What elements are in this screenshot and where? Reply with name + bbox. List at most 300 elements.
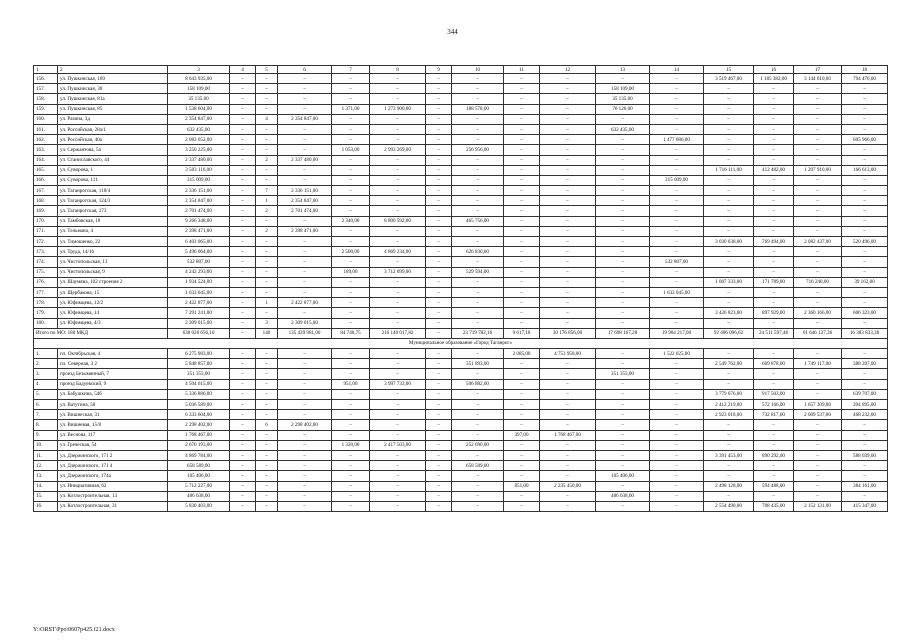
table-cell: – xyxy=(230,440,256,450)
table-cell: 3 997 733,00 xyxy=(370,379,426,389)
table-cell: – xyxy=(426,267,452,277)
table-cell: 394 895,00 xyxy=(842,400,888,410)
table-cell: 605 966,00 xyxy=(842,135,888,145)
table-cell: – xyxy=(426,308,452,318)
table-row xyxy=(34,165,888,175)
table-cell: – xyxy=(504,104,540,114)
table-cell: – xyxy=(794,298,842,308)
table-cell: – xyxy=(504,135,540,145)
table-cell: – xyxy=(650,379,704,389)
table-cell: – xyxy=(230,389,256,399)
table-cell: – xyxy=(540,287,596,297)
table-cell: – xyxy=(230,491,256,501)
table-row xyxy=(34,471,888,481)
table-cell: – xyxy=(540,124,596,134)
table-cell: ул. Таганрогская, 173 xyxy=(58,206,168,216)
table-cell: ул. Чистопольская, 13 xyxy=(58,257,168,267)
table-cell: 658 589,00 xyxy=(168,461,230,471)
table-cell: – xyxy=(256,84,278,94)
table-cell: 1 273 900,00 xyxy=(370,104,426,114)
table-cell: – xyxy=(504,461,540,471)
table-cell: – xyxy=(650,308,704,318)
table-cell: – xyxy=(596,226,650,236)
table-cell: 16. xyxy=(34,501,58,511)
table-cell: – xyxy=(596,196,650,206)
table-row xyxy=(34,186,888,196)
table-cell: – xyxy=(278,369,332,379)
table-cell: 3 519 467,00 xyxy=(704,74,754,84)
table-cell: – xyxy=(332,420,370,430)
table-cell: 529 594,00 xyxy=(452,267,504,277)
table-cell: – xyxy=(596,277,650,287)
table-cell: – xyxy=(278,440,332,450)
table-cell: – xyxy=(596,114,650,124)
table-cell: 3 503 116,00 xyxy=(168,165,230,175)
table-row xyxy=(34,501,888,511)
table-cell: – xyxy=(704,175,754,185)
table-cell: – xyxy=(842,114,888,124)
table-cell: – xyxy=(704,267,754,277)
table-cell: – xyxy=(704,349,754,359)
table-cell: 172. xyxy=(34,237,58,247)
table-cell: – xyxy=(426,430,452,440)
table-cell: – xyxy=(370,94,426,104)
table-cell: – xyxy=(426,298,452,308)
table-cell: 17 698 167,28 xyxy=(596,328,650,338)
table-cell: – xyxy=(504,277,540,287)
table-cell: – xyxy=(842,196,888,206)
table-cell: 13 xyxy=(596,66,650,74)
table-cell: – xyxy=(504,114,540,124)
table-cell: – xyxy=(650,216,704,226)
table-cell: – xyxy=(704,491,754,501)
table-cell: – xyxy=(540,145,596,155)
table-cell: – xyxy=(540,308,596,318)
table-cell: 3 779 676,00 xyxy=(704,389,754,399)
table-cell: – xyxy=(278,471,332,481)
table-cell: – xyxy=(332,389,370,399)
table-cell: 162. xyxy=(34,135,58,145)
table-cell: ул. Российская, 40а xyxy=(58,135,168,145)
table-cell: – xyxy=(540,237,596,247)
page-number: 344 xyxy=(447,28,458,36)
table-cell: – xyxy=(596,206,650,216)
table-cell: – xyxy=(504,74,540,84)
table-cell: – xyxy=(332,287,370,297)
table-cell: – xyxy=(842,104,888,114)
table-cell: 7 xyxy=(256,186,278,196)
table-cell: – xyxy=(452,277,504,287)
table-cell: – xyxy=(704,318,754,328)
table-cell: – xyxy=(842,430,888,440)
table-cell: 189,00 xyxy=(332,267,370,277)
table-cell: – xyxy=(230,379,256,389)
table-cell: 658 589,00 xyxy=(452,461,504,471)
table-cell: ул. Тимошенко, 22 xyxy=(58,237,168,247)
table-cell: – xyxy=(426,175,452,185)
table-cell: – xyxy=(794,196,842,206)
table-cell: – xyxy=(650,369,704,379)
table-cell: – xyxy=(230,175,256,185)
table-cell: – xyxy=(278,135,332,145)
table-cell: – xyxy=(504,145,540,155)
table-cell: – xyxy=(278,430,332,440)
table-cell: 1 320,00 xyxy=(332,440,370,450)
table-row xyxy=(34,389,888,399)
table-cell: – xyxy=(370,277,426,287)
table-cell: – xyxy=(650,298,704,308)
table-cell: – xyxy=(704,206,754,216)
table-cell: – xyxy=(504,165,540,175)
table-cell: – xyxy=(230,471,256,481)
table-cell: – xyxy=(540,277,596,287)
table-cell: – xyxy=(596,440,650,450)
table-cell: 12. xyxy=(34,461,58,471)
table-cell: ул. Юфимцева, 14 xyxy=(58,308,168,318)
table-cell: – xyxy=(230,349,256,359)
table-cell: – xyxy=(452,389,504,399)
table-cell: – xyxy=(540,196,596,206)
table-cell: – xyxy=(842,226,888,236)
table-cell: – xyxy=(230,165,256,175)
table-cell: – xyxy=(754,298,794,308)
table-cell: – xyxy=(596,359,650,369)
table-cell: пл. Северная, 3 2 xyxy=(58,359,168,369)
table-cell: – xyxy=(452,237,504,247)
table-cell: – xyxy=(794,379,842,389)
table-cell: – xyxy=(650,206,704,216)
table-cell: 3 250 225,00 xyxy=(168,145,230,155)
table-cell: – xyxy=(256,94,278,104)
total-row xyxy=(34,328,888,338)
table-cell: – xyxy=(426,277,452,287)
table-cell: – xyxy=(452,471,504,481)
table-cell: 1 371,00 xyxy=(332,104,370,114)
table-cell: – xyxy=(596,135,650,145)
table-cell: 572 166,00 xyxy=(754,400,794,410)
table-cell: 2 549 762,00 xyxy=(704,359,754,369)
table-cell: – xyxy=(650,277,704,287)
table-row xyxy=(34,226,888,236)
table-row xyxy=(34,430,888,440)
table-cell: – xyxy=(256,124,278,134)
table-cell: – xyxy=(426,165,452,175)
table-cell: – xyxy=(504,400,540,410)
table-cell: – xyxy=(540,359,596,369)
table-cell: 2 398 471,00 xyxy=(168,226,230,236)
table-cell: – xyxy=(540,410,596,420)
table-cell: ул. Таганрогская, 118/4 xyxy=(58,186,168,196)
table-cell: 171. xyxy=(34,226,58,236)
table-cell: – xyxy=(842,175,888,185)
table-cell: – xyxy=(230,257,256,267)
table-cell: – xyxy=(332,359,370,369)
table-cell: – xyxy=(754,175,794,185)
table-cell: – xyxy=(452,420,504,430)
table-cell: – xyxy=(596,267,650,277)
table-cell: ул. Бабушкина, 54б xyxy=(58,389,168,399)
table-cell: – xyxy=(256,359,278,369)
table-row xyxy=(34,267,888,277)
table-cell: – xyxy=(504,318,540,328)
table-cell: – xyxy=(504,440,540,450)
table-cell: – xyxy=(426,104,452,114)
table-cell: – xyxy=(332,84,370,94)
table-cell: 5 830 403,00 xyxy=(168,501,230,511)
table-cell: – xyxy=(426,379,452,389)
table-cell: 7. xyxy=(34,410,58,420)
table-row xyxy=(34,491,888,501)
table-cell: – xyxy=(704,94,754,104)
table-cell: – xyxy=(452,165,504,175)
table-cell: – xyxy=(650,359,704,369)
table-cell: – xyxy=(332,410,370,420)
table-cell: – xyxy=(332,175,370,185)
table-cell: – xyxy=(370,165,426,175)
table-cell: – xyxy=(332,430,370,440)
table-cell: – xyxy=(230,84,256,94)
table-cell: 166. xyxy=(34,175,58,185)
table-row xyxy=(34,74,888,84)
table-cell: – xyxy=(370,155,426,165)
table-cell: – xyxy=(596,186,650,196)
table-cell: – xyxy=(370,175,426,185)
table-cell: – xyxy=(230,298,256,308)
table-cell: – xyxy=(256,410,278,420)
table-cell: 6 xyxy=(278,66,332,74)
table-cell: – xyxy=(370,491,426,501)
table-cell: – xyxy=(452,410,504,420)
table-cell: 2 554 490,00 xyxy=(704,501,754,511)
table-cell: – xyxy=(278,389,332,399)
table-cell: 9. xyxy=(34,430,58,440)
table-cell: – xyxy=(256,74,278,84)
table-cell: 2 337 480,00 xyxy=(168,155,230,165)
table-cell: – xyxy=(596,145,650,155)
table-cell: 84 740,75 xyxy=(332,328,370,338)
table-cell: 2 354 847,00 xyxy=(278,114,332,124)
table-cell: – xyxy=(794,226,842,236)
table-cell: – xyxy=(504,216,540,226)
table-cell: – xyxy=(426,94,452,104)
table-cell: – xyxy=(370,389,426,399)
table-cell: – xyxy=(794,124,842,134)
table-cell: – xyxy=(452,491,504,501)
table-cell: – xyxy=(794,104,842,114)
table-cell: 606 323,00 xyxy=(842,308,888,318)
table-cell: – xyxy=(650,430,704,440)
table-cell: – xyxy=(540,491,596,501)
table-cell: – xyxy=(332,237,370,247)
table-cell: – xyxy=(540,186,596,196)
table-cell: – xyxy=(842,257,888,267)
table-cell: – xyxy=(332,450,370,460)
table-row xyxy=(34,450,888,460)
table-row xyxy=(34,104,888,114)
table-cell: – xyxy=(256,491,278,501)
table-cell: – xyxy=(754,104,794,114)
table-cell: – xyxy=(794,206,842,216)
table-cell: – xyxy=(426,114,452,124)
table-cell: – xyxy=(230,114,256,124)
table-cell: – xyxy=(650,196,704,206)
table-cell: 2 360 166,00 xyxy=(794,308,842,318)
table-cell: – xyxy=(540,298,596,308)
table-cell: – xyxy=(704,298,754,308)
table-cell: 3 712 699,00 xyxy=(370,267,426,277)
table-cell: 4 869 784,00 xyxy=(168,450,230,460)
table-cell: – xyxy=(256,145,278,155)
table-cell: – xyxy=(754,216,794,226)
table-row xyxy=(34,287,888,297)
table-cell: 6 403 065,00 xyxy=(168,237,230,247)
table-cell: – xyxy=(794,430,842,440)
table-cell: ул. Котлостроительная, 31 xyxy=(58,501,168,511)
table-cell: – xyxy=(370,369,426,379)
table-cell: – xyxy=(452,124,504,134)
table-cell: 2 xyxy=(256,206,278,216)
table-cell: – xyxy=(540,135,596,145)
table-row xyxy=(34,461,888,471)
table-row xyxy=(34,420,888,430)
table-cell: – xyxy=(842,84,888,94)
table-cell: 8 800 592,00 xyxy=(370,216,426,226)
table-cell: 165. xyxy=(34,165,58,175)
table-row xyxy=(34,257,888,267)
table-cell: 1 749 117,00 xyxy=(794,359,842,369)
table-cell: – xyxy=(540,400,596,410)
table-cell: – xyxy=(596,450,650,460)
table-cell: ул. Суворова, 111 xyxy=(58,175,168,185)
table-cell: 2 298 402,00 xyxy=(278,420,332,430)
table-cell: – xyxy=(230,308,256,318)
table-cell: 2. xyxy=(34,359,58,369)
table-cell: – xyxy=(332,491,370,501)
table-cell: – xyxy=(256,440,278,450)
table-cell: – xyxy=(650,267,704,277)
table-cell: – xyxy=(596,349,650,359)
table-cell: 9 617,18 xyxy=(504,328,540,338)
table-cell: – xyxy=(256,287,278,297)
table-cell: 7 xyxy=(332,66,370,74)
table-cell: – xyxy=(426,501,452,511)
table-cell: – xyxy=(754,461,794,471)
table-cell: – xyxy=(794,471,842,481)
table-cell: 732 817,00 xyxy=(754,410,794,420)
table-cell: – xyxy=(842,94,888,104)
table-cell: 532 807,00 xyxy=(650,257,704,267)
table-cell: – xyxy=(794,257,842,267)
table-cell: – xyxy=(754,287,794,297)
table-cell: – xyxy=(452,400,504,410)
table-cell: 15. xyxy=(34,491,58,501)
table-cell: – xyxy=(230,74,256,84)
table-cell: – xyxy=(332,94,370,104)
table-cell: – xyxy=(452,481,504,491)
table-cell: – xyxy=(650,74,704,84)
table-cell: – xyxy=(332,196,370,206)
table-cell: 14. xyxy=(34,481,58,491)
table-cell: 1 207 910,00 xyxy=(794,165,842,175)
table-cell: – xyxy=(426,124,452,134)
table-cell: 2 152 131,00 xyxy=(794,501,842,511)
table-cell: 5 036 589,00 xyxy=(168,400,230,410)
table-cell: – xyxy=(650,84,704,94)
table-cell: – xyxy=(256,175,278,185)
table-cell: – xyxy=(540,318,596,328)
table-cell: – xyxy=(332,135,370,145)
table-cell: – xyxy=(426,216,452,226)
table-cell: – xyxy=(278,277,332,287)
table-cell: – xyxy=(332,257,370,267)
table-cell: 1 768 467,00 xyxy=(540,430,596,440)
table-cell: – xyxy=(278,501,332,511)
table-cell: – xyxy=(596,155,650,165)
table-cell: – xyxy=(650,237,704,247)
table-cell: – xyxy=(278,145,332,155)
table-cell: – xyxy=(426,186,452,196)
table-cell: – xyxy=(278,124,332,134)
table-cell: 158 109,00 xyxy=(168,84,230,94)
table-cell: – xyxy=(278,491,332,501)
table-cell: 5 xyxy=(256,66,278,74)
table-cell: – xyxy=(754,369,794,379)
table-cell: – xyxy=(452,175,504,185)
table-cell: 17 xyxy=(794,66,842,74)
table-cell: – xyxy=(704,287,754,297)
table-cell: – xyxy=(650,461,704,471)
table-cell: – xyxy=(426,155,452,165)
table-cell: – xyxy=(426,206,452,216)
table-cell: – xyxy=(504,420,540,430)
table-cell: – xyxy=(650,247,704,257)
table-cell: – xyxy=(426,410,452,420)
table-cell: – xyxy=(794,389,842,399)
table-cell: – xyxy=(540,84,596,94)
table-row xyxy=(34,247,888,257)
table-cell: – xyxy=(426,369,452,379)
table-cell: 2 923 018,00 xyxy=(704,410,754,420)
table-row xyxy=(34,298,888,308)
table-cell: – xyxy=(650,186,704,196)
table-cell: – xyxy=(504,369,540,379)
table-cell: – xyxy=(794,349,842,359)
table-cell: 2 498 128,00 xyxy=(704,481,754,491)
table-cell: – xyxy=(504,206,540,216)
table-cell: 397,00 xyxy=(504,430,540,440)
table-cell: – xyxy=(256,257,278,267)
table-cell: 8 643 935,00 xyxy=(168,74,230,84)
table-cell: 708 435,00 xyxy=(754,501,794,511)
table-cell: – xyxy=(794,318,842,328)
table-cell: 2 500,00 xyxy=(332,247,370,257)
table-cell: 180. xyxy=(34,318,58,328)
table-cell: – xyxy=(230,155,256,165)
table-cell: 1 633 045,00 xyxy=(650,287,704,297)
table-cell: – xyxy=(794,481,842,491)
table-cell: 2 422 877,00 xyxy=(168,298,230,308)
table-cell: – xyxy=(426,247,452,257)
table-cell: – xyxy=(332,277,370,287)
table-cell: – xyxy=(704,104,754,114)
table-cell: 388 207,00 xyxy=(842,359,888,369)
table-cell: 1 716 111,00 xyxy=(704,165,754,175)
table-cell: – xyxy=(426,84,452,94)
table-cell: – xyxy=(278,379,332,389)
table-cell: – xyxy=(452,298,504,308)
table-cell: – xyxy=(650,501,704,511)
table-cell: – xyxy=(230,206,256,216)
